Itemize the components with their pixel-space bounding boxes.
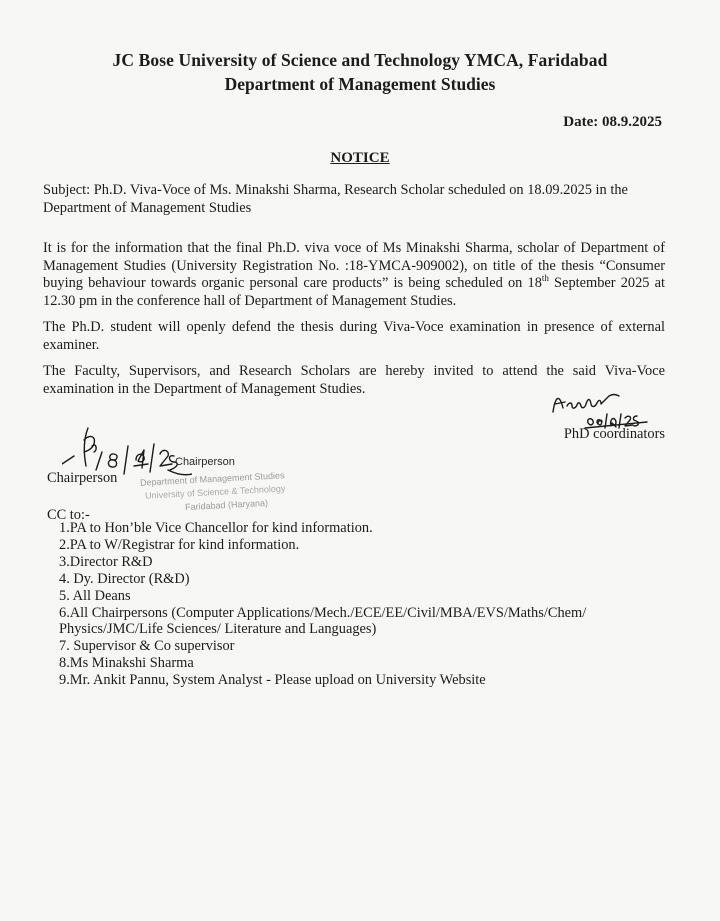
cc-item: 4. Dy. Director (R&D) bbox=[59, 570, 190, 587]
cc-item: 5. All Deans bbox=[59, 587, 131, 604]
body-paragraph-1-text-end: September 2025 at 12.30 pm in the conference hall of Department of Management Studies. bbox=[43, 275, 666, 309]
stamp-line-2: Department of Management Studies bbox=[139, 470, 285, 488]
notice-date: Date: 08.9.2025 bbox=[563, 114, 662, 130]
cc-item: 9.Mr. Ankit Pannu, System Analyst - Please upload on University Website bbox=[59, 672, 486, 689]
stamp-line-1: Chairperson bbox=[175, 456, 235, 468]
cc-label: CC to:- bbox=[47, 507, 90, 523]
cc-item: 1.PA to Hon’ble Vice Chancellor for kind information. bbox=[59, 520, 373, 536]
cc-item: 8.Ms Minakshi Sharma bbox=[59, 655, 194, 672]
ordinal-suffix: th bbox=[541, 273, 549, 284]
university-name: JC Bose University of Science and Technology YMCA, Faridabad bbox=[112, 50, 608, 70]
stamp-line-3: University of Science & Technology bbox=[144, 483, 286, 501]
body-paragraph-3: The Faculty, Supervisors, and Research Scholars are hereby invited to attend the said Viva-Voce examination in the Department of Management Studies. bbox=[43, 363, 665, 397]
body-paragraph-1-text: It is for the information that the final Ph.D. viva voce of Ms Minakshi Sharma, scholar of Department of Management Studies (University Registration No. :18-YMCA-909002), on title of the thesis “Consumer buying behaviour towards organic personal care products” is being scheduled on 18 bbox=[43, 240, 665, 291]
notice-title: NOTICE bbox=[330, 150, 390, 166]
cc-item: 7. Supervisor & Co supervisor bbox=[59, 638, 235, 655]
coordinator-role: PhD coordinators bbox=[563, 426, 665, 442]
cc-list bbox=[59, 520, 689, 689]
stamp-line-4: Faridabad (Haryana) bbox=[184, 497, 269, 513]
cc-item: 2.PA to W/Registrar for kind information. bbox=[59, 536, 300, 553]
department-stamp bbox=[140, 456, 300, 526]
body-paragraph-2: The Ph.D. student will openly defend the thesis during Viva-Voce examination in presence of external examiner. bbox=[43, 319, 665, 353]
chairperson-role: Chairperson bbox=[47, 470, 118, 486]
subject-line: Subject: Ph.D. Viva-Voce of Ms. Minakshi Sharma, Research Scholar scheduled on 18.09.2025 in the Department of Management Studies bbox=[43, 182, 628, 216]
cc-item: 3.Director R&D bbox=[59, 553, 153, 570]
body-paragraph-1 bbox=[43, 240, 665, 310]
coordinator-signature bbox=[545, 378, 665, 430]
cc-item: 6.All Chairpersons (Computer Applications/Mech./ECE/EE/Civil/MBA/EVS/Maths/Chem/ Physics/JMC/Life Sciences/ Literature and Languages) bbox=[59, 604, 587, 638]
department-name: Department of Management Studies bbox=[224, 74, 496, 94]
